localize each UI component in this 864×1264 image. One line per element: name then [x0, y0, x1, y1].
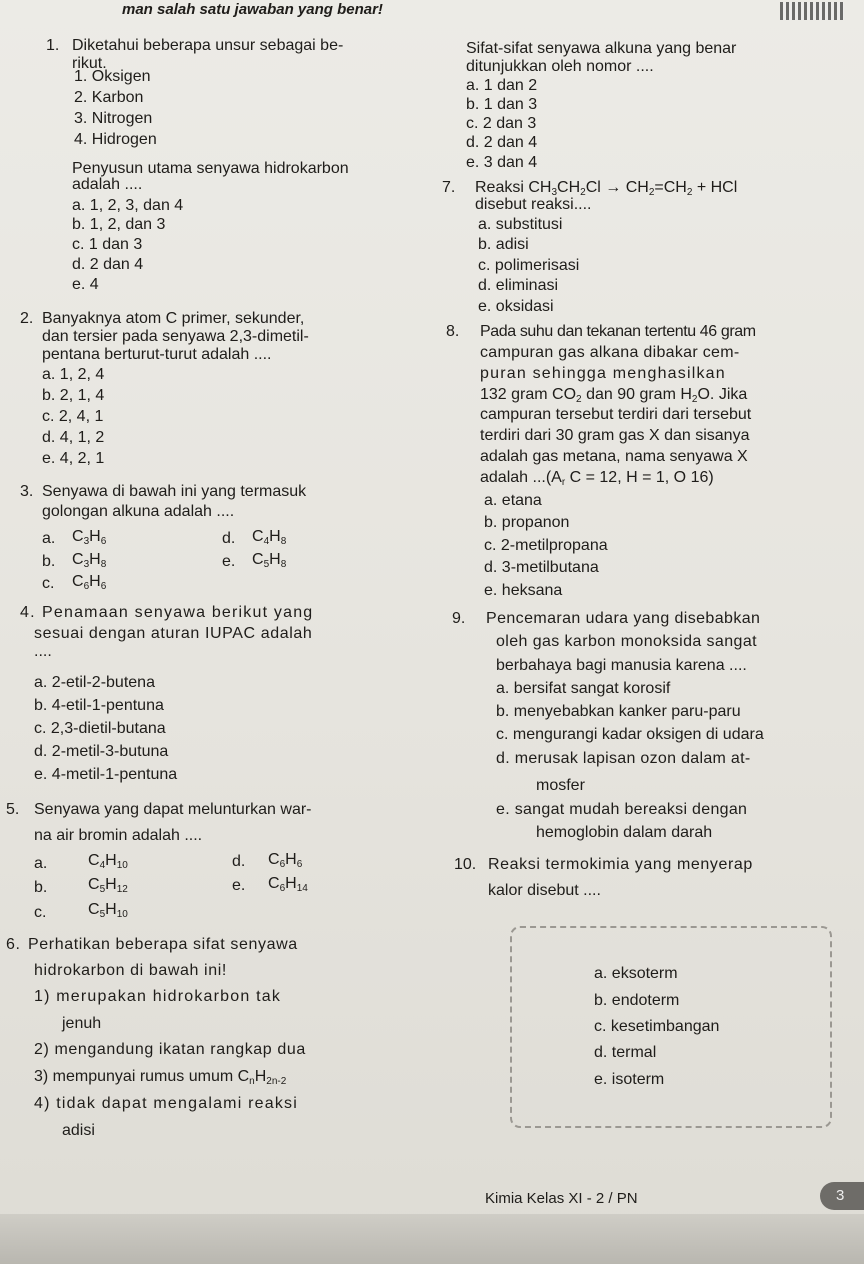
instruction-header: man salah satu jawaban yang benar!	[122, 1, 383, 18]
q6-item-3: 3) mempunyai rumus umum $C_nH_{2n-2}$	[34, 1068, 287, 1087]
q7-option-a: a. substitusi	[478, 216, 563, 233]
q9-option-d: d. merusak lapisan ozon dalam at-	[496, 750, 751, 767]
q6-item-3-text: 3) mempunyai rumus umum	[34, 1068, 234, 1085]
q7-option-d: d. eliminasi	[478, 277, 559, 294]
q9-option-c: c. mengurangi kadar oksigen di udara	[496, 726, 764, 743]
q10-option-e: e. isoterm	[594, 1071, 665, 1088]
qr-code	[780, 2, 844, 20]
q7-number: 7.	[442, 179, 456, 196]
q10-text: kalor disebut ....	[488, 882, 601, 899]
q4-text: ....	[34, 643, 52, 660]
q3-option-d-label: d.	[222, 530, 236, 547]
q7-option-b: b. adisi	[478, 236, 529, 253]
q1-option-d: d. 2 dan 4	[72, 256, 144, 273]
q10-option-c: c. kesetimbangan	[594, 1018, 720, 1035]
q5-number: 5.	[6, 801, 20, 818]
footer-text: Kimia Kelas XI - 2 / PN	[485, 1190, 638, 1207]
q4-option-d: d. 2-metil-3-butuna	[34, 743, 169, 760]
q3-option-b-label: b.	[42, 553, 56, 570]
q1-number: 1.	[46, 37, 60, 54]
q6-option-a: a. 1 dan 2	[466, 77, 538, 94]
q6-item-1: 1) merupakan hidrokarbon tak	[34, 988, 282, 1005]
q5-option-d-label: d.	[232, 853, 246, 870]
q6-option-d: d. 2 dan 4	[466, 134, 538, 151]
q9-number: 9.	[452, 610, 466, 627]
q1-item: 2. Karbon	[74, 89, 144, 106]
q7-option-c: c. polimerisasi	[478, 257, 580, 274]
q2-number: 2.	[20, 310, 34, 327]
q5-option-e-formula: $C_6H_{14}$	[268, 875, 308, 894]
q2-option-a: a. 1, 2, 4	[42, 366, 105, 383]
q3-option-e-label: e.	[222, 553, 236, 570]
q3-option-e-formula: $C_5H_8$	[252, 551, 287, 570]
q4-option-b: b. 4-etil-1-pentuna	[34, 697, 164, 714]
q3-text: Senyawa di bawah ini yang termasuk	[42, 483, 307, 500]
q8-option-e: e. heksana	[484, 582, 563, 599]
q1-option-c: c. 1 dan 3	[72, 236, 143, 253]
q1-text: Diketahui beberapa unsur sebagai be-	[72, 37, 344, 54]
page-number: 3	[820, 1182, 864, 1210]
q6-item-2: 2) mengandung ikatan rangkap dua	[34, 1041, 306, 1058]
q5-option-e-label: e.	[232, 877, 246, 894]
q5-text: Senyawa yang dapat melunturkan war-	[34, 801, 312, 818]
q6-option-e: e. 3 dan 4	[466, 154, 538, 171]
q8-text-part: . Jika	[709, 386, 748, 403]
q8-text: terdiri dari 30 gram gas X dan sisanya	[480, 427, 750, 444]
q2-text: Banyaknya atom C primer, sekunder,	[42, 310, 305, 327]
q1-item: 3. Nitrogen	[74, 110, 153, 127]
q6-answer-text: Sifat-sifat senyawa alkuna yang benar	[466, 40, 737, 57]
q8-text: campuran gas alkana dibakar cem-	[480, 344, 740, 361]
q3-number: 3.	[20, 483, 34, 500]
q9-option-e: e. sangat mudah bereaksi dengan	[496, 801, 748, 818]
q9-option-d-cont: mosfer	[536, 777, 585, 794]
q8-option-d: d. 3-metilbutana	[484, 559, 599, 576]
q8-text-part: adalah ...(A	[480, 469, 562, 486]
q8-option-a: a. etana	[484, 492, 542, 509]
q7-text: disebut reaksi....	[475, 196, 592, 213]
q6-item-4-cont: adisi	[62, 1122, 95, 1139]
q2-text: dan tersier pada senyawa 2,3-dimetil-	[42, 328, 309, 345]
q5-option-c-label: c.	[34, 904, 47, 921]
q6-option-b: b. 1 dan 3	[466, 96, 538, 113]
q8-text: adalah gas metana, nama senyawa X	[480, 448, 748, 465]
q8-text: 132 gram $CO_2$ dan 90 gram $H_2O$. Jika	[480, 386, 748, 405]
q8-text: campuran tersebut terdiri dari tersebut	[480, 406, 752, 423]
q6-number: 6.	[6, 936, 21, 953]
q1-stem: adalah ....	[72, 176, 143, 193]
q2-option-b: b. 2, 1, 4	[42, 387, 105, 404]
q3-option-c-formula: $C_6H_6$	[72, 573, 107, 592]
q3-option-d-formula: $C_4H_8$	[252, 528, 287, 547]
q3-option-a-formula: $C_3H_6$	[72, 528, 107, 547]
q6-item-4: 4) tidak dapat mengalami reaksi	[34, 1095, 298, 1112]
q3-option-a-label: a.	[42, 530, 56, 547]
q9-option-b: b. menyebabkan kanker paru-paru	[496, 703, 741, 720]
q9-text: berbahaya bagi manusia karena ....	[496, 657, 747, 674]
q6-answer-text: ditunjukkan oleh nomor ....	[466, 58, 654, 75]
footer-band	[0, 1214, 864, 1264]
q3-option-b-formula: $C_3H_8$	[72, 551, 107, 570]
q5-option-c-formula: $C_5H_{10}$	[88, 901, 128, 920]
q4-text: Penamaan senyawa berikut yang	[42, 604, 314, 621]
q7-label: Reaksi	[475, 179, 524, 196]
q8-text: adalah $...(A_r$ C = 12, H = 1, O 16)	[480, 469, 714, 488]
q9-text: oleh gas karbon monoksida sangat	[496, 633, 757, 650]
q8-text-part: 132 gram	[480, 386, 548, 403]
q10-option-b: b. endoterm	[594, 992, 680, 1009]
q5-option-b-formula: $C_5H_{12}$	[88, 876, 128, 895]
q8-text: puran sehingga menghasilkan	[480, 365, 726, 382]
q1-option-a: a. 1, 2, 3, dan 4	[72, 197, 184, 214]
q1-option-b: b. 1, 2, dan 3	[72, 216, 166, 233]
q8-text: Pada suhu dan tekanan tertentu 46 gram	[480, 323, 756, 340]
q7-option-e: e. oksidasi	[478, 298, 554, 315]
q5-option-d-formula: $C_6H_6$	[268, 851, 303, 870]
q5-option-a-formula: $C_4H_{10}$	[88, 852, 128, 871]
q6-text: hidrokarbon di bawah ini!	[34, 962, 227, 979]
q4-option-e: e. 4-metil-1-pentuna	[34, 766, 178, 783]
q5-option-a-label: a.	[34, 855, 48, 872]
q2-option-e: e. 4, 2, 1	[42, 450, 105, 467]
q1-option-e: e. 4	[72, 276, 99, 293]
q1-stem: Penyusun utama senyawa hidrokarbon	[72, 160, 349, 177]
q4-option-a: a. 2-etil-2-butena	[34, 674, 155, 691]
q9-option-e-cont: hemoglobin dalam darah	[536, 824, 713, 841]
q8-option-c: c. 2-metilpropana	[484, 537, 608, 554]
q4-number: 4.	[20, 604, 36, 621]
q10-number: 10.	[454, 856, 477, 873]
q6-item-1-cont: jenuh	[62, 1015, 102, 1032]
q7-text: Reaksi $CH_3CH_2Cl \to CH_2=CH_2$ + HCl	[475, 179, 738, 198]
q1-item: 4. Hidrogen	[74, 131, 157, 148]
q4-text: sesuai dengan aturan IUPAC adalah	[34, 625, 313, 642]
q9-text: Pencemaran udara yang disebabkan	[486, 610, 761, 627]
q1-text: rikut.	[72, 55, 107, 72]
q5-text: na air bromin adalah ....	[34, 827, 203, 844]
q9-option-a: a. bersifat sangat korosif	[496, 680, 671, 697]
q8-text-part: dan 90 gram	[586, 386, 676, 403]
q8-number: 8.	[446, 323, 460, 340]
q10-text: Reaksi termokimia yang menyerap	[488, 856, 753, 873]
q1-item: 1. Oksigen	[74, 68, 151, 85]
q2-option-d: d. 4, 1, 2	[42, 429, 105, 446]
q8-option-b: b. propanon	[484, 514, 570, 531]
q2-option-c: c. 2, 4, 1	[42, 408, 104, 425]
q4-option-c: c. 2,3-dietil-butana	[34, 720, 166, 737]
q3-text: golongan alkuna adalah ....	[42, 503, 235, 520]
q10-option-d: d. termal	[594, 1044, 657, 1061]
q2-text: pentana berturut-turut adalah ....	[42, 346, 272, 363]
q6-option-c: c. 2 dan 3	[466, 115, 537, 132]
q3-option-c-label: c.	[42, 575, 55, 592]
q10-option-a: a. eksoterm	[594, 965, 678, 982]
q6-text: Perhatikan beberapa sifat senyawa	[28, 936, 298, 953]
q5-option-b-label: b.	[34, 879, 48, 896]
